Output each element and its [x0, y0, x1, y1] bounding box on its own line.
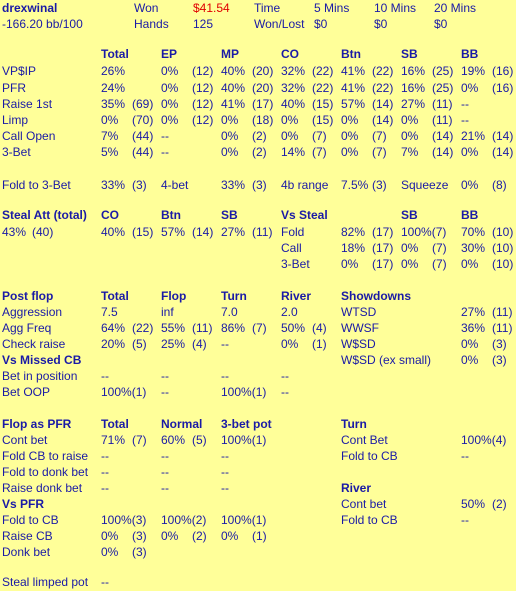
flop-pfr-row-label: Fold CB to raise — [2, 449, 89, 463]
vs-steal-cell: (17) — [372, 257, 394, 271]
col-20-mins: 20 Mins — [434, 1, 477, 15]
vs-steal-cell: 18% — [341, 241, 366, 255]
vs-steal-cell: 0% — [461, 257, 479, 271]
vs-steal-cell: (10) — [492, 257, 514, 271]
positions-cell-count: (14) — [372, 113, 394, 127]
positions-cell-value: 26% — [101, 64, 126, 78]
positions-cell-value: 0% — [221, 113, 239, 127]
steal-col-header: CO — [101, 208, 119, 222]
positions-cell-count: (7) — [372, 145, 387, 159]
positions-cell-value: 0% — [401, 113, 419, 127]
postflop-cell: 86% — [221, 321, 246, 335]
showdown-label: WWSF — [341, 321, 379, 335]
positions-cell-value: 5% — [101, 145, 119, 159]
showdown-value: 36% — [461, 321, 486, 335]
positions-cell-count: (16) — [492, 81, 514, 95]
postflop-cell: inf — [161, 305, 174, 319]
positions-col-header: MP — [221, 47, 239, 61]
positions-cell-value: 0% — [341, 113, 359, 127]
positions-cell-count: (22) — [372, 64, 394, 78]
positions-cell-value: 27% — [401, 97, 426, 111]
positions-cell-count: (14) — [432, 145, 454, 159]
positions-cell-value: 32% — [281, 81, 306, 95]
fold-to-3bet-label: Fold to 3-Bet — [2, 178, 71, 192]
positions-row-label: VP$IP — [2, 64, 37, 78]
showdown-count: (3) — [492, 337, 507, 351]
vs-pfr-row-label: Donk bet — [2, 545, 51, 559]
postflop-cell: -- — [221, 337, 229, 351]
postflop-title: Post flop — [2, 289, 54, 303]
wonlost-label: Won/Lost — [254, 17, 305, 31]
positions-cell-value: 0% — [221, 129, 239, 143]
positions-cell-value: 0% — [221, 145, 239, 159]
positions-cell-value: 0% — [341, 145, 359, 159]
positions-cell-count: (12) — [192, 64, 214, 78]
postflop-col-header: River — [281, 289, 312, 303]
positions-cell-count: (12) — [192, 113, 214, 127]
flop-pfr-row-label: Raise donk bet — [2, 481, 83, 495]
vs-steal-cell: 0% — [341, 257, 359, 271]
flop-pfr-cell: -- — [161, 465, 169, 479]
postflop-col-header: Flop — [161, 289, 187, 303]
steal-limped-value: -- — [101, 575, 109, 589]
positions-cell-value: -- — [161, 129, 169, 143]
steal-cell: (11) — [252, 225, 273, 239]
positions-cell-value: 7% — [101, 129, 119, 143]
flop-pfr-cell: -- — [161, 449, 169, 463]
postflop-col-header: Turn — [221, 289, 247, 303]
positions-cell-value: 16% — [401, 81, 426, 95]
positions-cell-count: (25) — [432, 64, 454, 78]
positions-cell-count: (25) — [432, 81, 454, 95]
vs-steal-cell: (7) — [432, 257, 447, 271]
positions-col-header: Total — [101, 47, 129, 61]
positions-cell-value: 0% — [341, 129, 359, 143]
vs-steal-col-header: BB — [461, 208, 479, 222]
positions-row-label: Limp — [2, 113, 29, 127]
wonlost-value: $0 — [314, 17, 328, 31]
positions-cell-value: 14% — [281, 145, 306, 159]
positions-cell-value: 0% — [101, 113, 119, 127]
vs-pfr-cell: 0% — [161, 529, 179, 543]
vs-steal-cell: (17) — [372, 225, 394, 239]
river-title: River — [341, 481, 372, 495]
showdown-label: W$SD — [341, 337, 376, 351]
postflop-cell: (7) — [252, 321, 267, 335]
positions-row-label: 3-Bet — [2, 145, 31, 159]
flop-pfr-col-header: Total — [101, 417, 129, 431]
postflop-cell: 0% — [281, 337, 299, 351]
vs-pfr-cell: (1) — [252, 529, 267, 543]
vs-pfr-cell: 0% — [221, 529, 239, 543]
showdown-label: WTSD — [341, 305, 377, 319]
vs-pfr-cell: 0% — [101, 529, 119, 543]
positions-cell-count: (15) — [312, 97, 334, 111]
postflop-cell: 55% — [161, 321, 186, 335]
postflop-cell: 64% — [101, 321, 126, 335]
positions-cell-value: 41% — [221, 97, 246, 111]
showdowns-title: Showdowns — [341, 289, 411, 303]
vs-steal-cell: 82% — [341, 225, 366, 239]
positions-cell-count: (22) — [312, 81, 334, 95]
positions-col-header: EP — [161, 47, 178, 61]
vs-steal-cell: 100%(7) — [401, 225, 447, 239]
flop-pfr-cell: 60% — [161, 433, 186, 447]
positions-col-header: BB — [461, 47, 479, 61]
positions-cell-value: 16% — [401, 64, 426, 78]
flop-pfr-cell: 71% — [101, 433, 126, 447]
showdown-count: (3) — [492, 353, 507, 367]
vs-steal-cell: (10) — [492, 225, 514, 239]
won-value: $41.54 — [193, 1, 230, 15]
fourbet-range-value: 7.5% — [341, 178, 369, 192]
positions-cell-value: -- — [461, 113, 469, 127]
vs-steal-row-label: 3-Bet — [281, 257, 310, 271]
flop-pfr-row-label: Cont bet — [2, 433, 48, 447]
positions-cell-value: 0% — [161, 81, 179, 95]
squeeze-label: Squeeze — [401, 178, 449, 192]
vs-missed-cb-title: Vs Missed CB — [2, 353, 82, 367]
vs-pfr-cell: 0% — [101, 545, 119, 559]
postflop-cell: 7.5 — [101, 305, 118, 319]
positions-cell-count: (7) — [312, 129, 327, 143]
vs-steal-row-label: Call — [281, 241, 302, 255]
vs-pfr-cell: (3) — [132, 529, 147, 543]
postflop-cell: (11) — [192, 321, 213, 335]
flop-pfr-cell: 100%(1) — [221, 433, 267, 447]
missed-cb-cell: -- — [161, 369, 169, 383]
flop-pfr-cell: -- — [221, 465, 229, 479]
postflop-cell: (4) — [192, 337, 207, 351]
positions-row-label: PFR — [2, 81, 26, 95]
steal-cell: 40% — [101, 225, 126, 239]
vs-steal-cell: 0% — [401, 241, 419, 255]
vs-pfr-cell: (2) — [192, 529, 207, 543]
positions-cell-count: (14) — [372, 97, 394, 111]
postflop-cell: (22) — [132, 321, 154, 335]
positions-cell-count: (22) — [312, 64, 334, 78]
squeeze-value: 0% — [461, 178, 479, 192]
vs-steal-cell: (7) — [432, 241, 447, 255]
vs-steal-cell: (17) — [372, 241, 394, 255]
bb-per-100: -166.20 bb/100 — [2, 17, 83, 31]
positions-cell-value: 0% — [281, 129, 299, 143]
positions-cell-count: (20) — [252, 64, 274, 78]
vs-steal-col-header: SB — [401, 208, 418, 222]
missed-cb-row-label: Bet OOP — [2, 385, 51, 399]
missed-cb-cell: 100%(1) — [101, 385, 147, 399]
river-row-label: Cont bet — [341, 497, 387, 511]
vs-pfr-cell: 100%(3) — [101, 513, 147, 527]
showdown-label: W$SD (ex small) — [341, 353, 432, 367]
positions-cell-value: -- — [161, 145, 169, 159]
postflop-row-label: Aggression — [2, 305, 63, 319]
flop-pfr-cell: -- — [101, 481, 109, 495]
squeeze-count: (8) — [492, 178, 507, 192]
positions-cell-count: (44) — [132, 145, 154, 159]
vs-steal-cell: (10) — [492, 241, 514, 255]
postflop-cell: 20% — [101, 337, 126, 351]
positions-cell-count: (22) — [372, 81, 394, 95]
missed-cb-cell: -- — [281, 369, 289, 383]
showdown-value: 0% — [461, 337, 479, 351]
steal-limped-label: Steal limped pot — [2, 575, 89, 589]
won-label: Won — [134, 1, 159, 15]
postflop-cell: 50% — [281, 321, 306, 335]
fourbet-count: (3) — [252, 178, 267, 192]
positions-cell-value: 0% — [461, 81, 479, 95]
turn-row-label: Fold to CB — [341, 449, 398, 463]
steal-cell: 57% — [161, 225, 186, 239]
positions-cell-count: (2) — [252, 129, 267, 143]
turn-title: Turn — [341, 417, 367, 431]
positions-cell-value: -- — [461, 97, 469, 111]
flop-pfr-cell: -- — [101, 465, 109, 479]
steal-total-value: 43% — [2, 225, 27, 239]
positions-cell-value: 40% — [221, 64, 246, 78]
fold-to-3bet-value: 33% — [101, 178, 126, 192]
positions-cell-value: 0% — [401, 129, 419, 143]
flop-pfr-cell: (5) — [192, 433, 207, 447]
flop-pfr-cell: (7) — [132, 433, 147, 447]
showdown-count: (11) — [492, 321, 513, 335]
positions-cell-count: (69) — [132, 97, 154, 111]
positions-cell-count: (16) — [492, 64, 514, 78]
hands-value: 125 — [193, 17, 214, 31]
fold-to-3bet-count: (3) — [132, 178, 147, 192]
vs-steal-title: Vs Steal — [281, 208, 328, 222]
flop-pfr-col-header: Normal — [161, 417, 203, 431]
fourbet-label: 4-bet — [161, 178, 189, 192]
steal-att-title: Steal Att (total) — [2, 208, 87, 222]
showdown-count: (11) — [492, 305, 513, 319]
positions-cell-count: (11) — [432, 113, 453, 127]
positions-cell-value: 21% — [461, 129, 486, 143]
vs-steal-cell: 0% — [401, 257, 419, 271]
steal-cell: (14) — [192, 225, 214, 239]
showdown-value: 27% — [461, 305, 486, 319]
positions-cell-value: 0% — [161, 97, 179, 111]
postflop-row-label: Check raise — [2, 337, 66, 351]
river-row-value: -- — [461, 513, 469, 527]
showdown-value: 0% — [461, 353, 479, 367]
river-row-value: 50% — [461, 497, 486, 511]
fourbet-value: 33% — [221, 178, 246, 192]
steal-cell: 27% — [221, 225, 246, 239]
hands-label: Hands — [134, 17, 169, 31]
positions-cell-count: (20) — [252, 81, 274, 95]
positions-cell-value: 0% — [161, 64, 179, 78]
flop-pfr-row-label: Fold to donk bet — [2, 465, 89, 479]
positions-cell-count: (2) — [252, 145, 267, 159]
postflop-cell: 2.0 — [281, 305, 298, 319]
vs-steal-cell: 30% — [461, 241, 486, 255]
positions-cell-value: 57% — [341, 97, 366, 111]
steal-col-header: SB — [221, 208, 238, 222]
positions-cell-count: (44) — [132, 129, 154, 143]
positions-col-header: SB — [401, 47, 418, 61]
positions-cell-value: 19% — [461, 64, 486, 78]
flop-pfr-cell: -- — [221, 481, 229, 495]
val-20-mins: $0 — [434, 17, 448, 31]
positions-cell-count: (11) — [432, 97, 453, 111]
positions-cell-value: 7% — [401, 145, 419, 159]
turn-row-value: 100%(4) — [461, 433, 507, 447]
positions-cell-value: 40% — [221, 81, 246, 95]
positions-cell-value: 24% — [101, 81, 126, 95]
turn-row-label: Cont Bet — [341, 433, 388, 447]
flop-pfr-cell: -- — [221, 449, 229, 463]
vs-pfr-cell: 100%(1) — [221, 513, 267, 527]
flop-pfr-col-header: 3-bet pot — [221, 417, 272, 431]
vs-steal-cell: 70% — [461, 225, 486, 239]
fourbet-range-label: 4b range — [281, 178, 329, 192]
flop-pfr-cell: -- — [161, 481, 169, 495]
positions-cell-value: 35% — [101, 97, 126, 111]
positions-cell-value: 32% — [281, 64, 306, 78]
col-5-mins: 5 Mins — [314, 1, 350, 15]
positions-cell-value: 0% — [281, 113, 299, 127]
vs-pfr-row-label: Fold to CB — [2, 513, 59, 527]
vs-steal-row-label: Fold — [281, 225, 305, 239]
positions-col-header: CO — [281, 47, 299, 61]
postflop-cell: 7.0 — [221, 305, 238, 319]
time-label: Time — [254, 1, 281, 15]
positions-row-label: Raise 1st — [2, 97, 53, 111]
fourbet-range-count: (3) — [372, 178, 387, 192]
postflop-cell: (1) — [312, 337, 327, 351]
positions-cell-value: 40% — [281, 97, 306, 111]
positions-cell-value: 41% — [341, 81, 366, 95]
val-10-mins: $0 — [374, 17, 388, 31]
flop-as-pfr-title: Flop as PFR — [2, 417, 72, 431]
vs-pfr-cell: (3) — [132, 545, 147, 559]
steal-col-header: Btn — [161, 208, 181, 222]
positions-cell-count: (12) — [192, 81, 214, 95]
missed-cb-cell: -- — [101, 369, 109, 383]
positions-row-label: Call Open — [2, 129, 56, 143]
positions-cell-count: (14) — [432, 129, 454, 143]
missed-cb-cell: -- — [281, 385, 289, 399]
positions-cell-count: (7) — [372, 129, 387, 143]
col-10-mins: 10 Mins — [374, 1, 417, 15]
steal-cell: (15) — [132, 225, 154, 239]
positions-cell-count: (15) — [312, 113, 334, 127]
positions-cell-count: (14) — [492, 129, 514, 143]
positions-cell-count: (70) — [132, 113, 154, 127]
positions-cell-count: (7) — [312, 145, 327, 159]
missed-cb-cell: -- — [221, 369, 229, 383]
postflop-cell: (4) — [312, 321, 327, 335]
river-row-label: Fold to CB — [341, 513, 398, 527]
flop-pfr-cell: -- — [101, 449, 109, 463]
turn-row-value: -- — [461, 449, 469, 463]
postflop-col-header: Total — [101, 289, 129, 303]
player-name: drexwinal — [2, 1, 58, 15]
steal-total-count: (40) — [32, 225, 54, 239]
river-row-count: (2) — [492, 497, 507, 511]
vs-pfr-row-label: Raise CB — [2, 529, 53, 543]
missed-cb-cell: 100%(1) — [221, 385, 267, 399]
positions-cell-count: (18) — [252, 113, 274, 127]
positions-cell-value: 0% — [461, 145, 479, 159]
postflop-cell: (5) — [132, 337, 147, 351]
postflop-row-label: Agg Freq — [2, 321, 52, 335]
positions-cell-count: (14) — [492, 145, 514, 159]
postflop-cell: 25% — [161, 337, 186, 351]
vs-pfr-title: Vs PFR — [2, 497, 45, 511]
vs-pfr-cell: 100%(2) — [161, 513, 207, 527]
missed-cb-cell: -- — [161, 385, 169, 399]
positions-cell-value: 41% — [341, 64, 366, 78]
positions-cell-count: (12) — [192, 97, 214, 111]
positions-cell-value: 0% — [161, 113, 179, 127]
missed-cb-row-label: Bet in position — [2, 369, 78, 383]
positions-col-header: Btn — [341, 47, 361, 61]
positions-cell-count: (17) — [252, 97, 274, 111]
